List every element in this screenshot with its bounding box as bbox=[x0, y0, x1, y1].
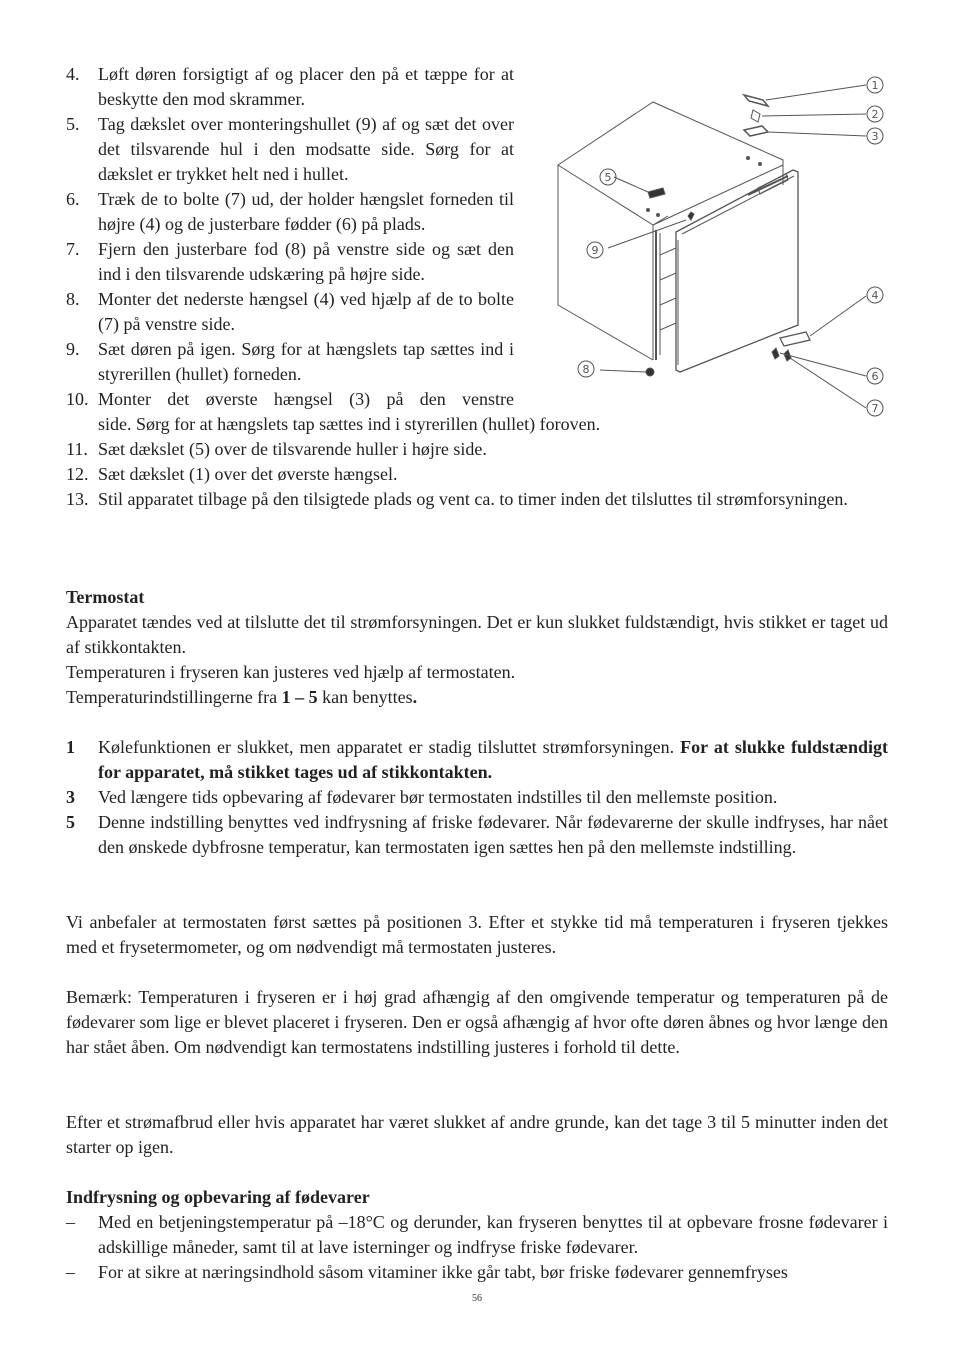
setting-text: Ved længere tids opbevaring af fødevarer bør termostaten indstilles til den mellemste position. bbox=[98, 787, 778, 807]
freezer-door-reversal-diagram bbox=[548, 70, 893, 425]
freezing-section bbox=[66, 1185, 888, 1285]
step-number: 8. bbox=[66, 289, 80, 309]
setting-number: 1 bbox=[66, 737, 75, 757]
step-number: 12. bbox=[66, 464, 89, 484]
setting-item bbox=[66, 785, 888, 810]
step-item bbox=[66, 437, 888, 462]
text-span: Temperaturindstillingerne fra bbox=[66, 687, 282, 707]
note-paragraph bbox=[66, 985, 888, 1060]
setting-bold-text: For at slukke fuldstændigt for apparatet, må stikket tages ud af stikkontakten. bbox=[98, 737, 888, 782]
callout-7: 7 bbox=[871, 402, 879, 415]
step-number: 9. bbox=[66, 339, 80, 359]
paragraph: Bemærk: Temperaturen i fryseren er i høj grad afhængig af den omgivende temperatur og temperaturen på de fødevarer som lige er blevet placeret i fryseren. Den er også afhængig af hvor ofte døren åbnes og hvor længe den har stået åben. Om nødvendigt kan termostatens indstilling justeres i forhold til dette. bbox=[66, 987, 888, 1057]
setting-text: Kølefunktionen er slukket, men apparatet er stadig tilsluttet strømforsyningen. bbox=[98, 737, 681, 757]
paragraph bbox=[66, 685, 888, 710]
list-item-text: Med en betjeningstemperatur på –18°C og derunder, kan fryseren benyttes til at opbevare frosne fødevarer i adskillige måneder, samt til at lave isterninger og indfryse friske fødevarer. bbox=[98, 1212, 888, 1257]
dash-marker: – bbox=[66, 1212, 75, 1232]
step-number: 11. bbox=[66, 439, 88, 459]
step-text: Fjern den justerbare fod (8) på venstre side og sæt den ind i den tilsvarende udskæring på højre side. bbox=[98, 239, 514, 284]
step-item bbox=[66, 337, 514, 387]
setting-item bbox=[66, 810, 888, 860]
step-number: 5. bbox=[66, 114, 80, 134]
setting-number: 5 bbox=[66, 812, 75, 832]
step-item bbox=[66, 112, 514, 187]
bold-span: . bbox=[412, 687, 418, 707]
list-item bbox=[66, 1210, 888, 1260]
paragraph: Vi anbefaler at termostaten først sættes på positionen 3. Efter et stykke tid må temperaturen i fryseren tjekkes med et frysetermometer, og om nødvendigt må termostaten justeres. bbox=[66, 912, 888, 957]
callout-4: 4 bbox=[871, 289, 879, 302]
setting-number: 3 bbox=[66, 787, 75, 807]
step-number: 13. bbox=[66, 489, 89, 509]
step-item bbox=[66, 62, 514, 112]
step-text: Sæt dækslet (5) over de tilsvarende huller i højre side. bbox=[98, 439, 487, 459]
step-text: Tag dækslet over monteringshullet (9) af og sæt det over det tilsvarende hul i den modsatte side. Sørg for at dækslet er trykket helt ned i hullet. bbox=[98, 114, 514, 184]
step-text-first-line: Monter det øverste hængsel (3) på den venstre bbox=[98, 389, 514, 409]
step-number: 7. bbox=[66, 239, 80, 259]
step-text: Sæt døren på igen. Sørg for at hængslets tap sættes ind i styrerillen (hullet) forneden. bbox=[98, 339, 514, 384]
step-item bbox=[66, 187, 514, 237]
termostat-section bbox=[66, 585, 888, 710]
callout-9: 9 bbox=[591, 244, 599, 257]
paragraph: Efter et strømafbrud eller hvis apparatet har været slukket af andre grunde, kan det tage 3 til 5 minutter inden det starter op igen. bbox=[66, 1112, 888, 1157]
callout-3: 3 bbox=[871, 130, 879, 143]
step-number: 6. bbox=[66, 189, 80, 209]
recommendation-paragraph bbox=[66, 910, 888, 960]
list-item-text: For at sikre at næringsindhold såsom vitaminer ikke går tabt, bør friske fødevarer gennemfryses bbox=[98, 1262, 788, 1282]
step-text: Stil apparatet tilbage på den tilsigtede plads og vent ca. to timer inden det tilsluttes til strømforsyningen. bbox=[98, 489, 848, 509]
step-text: Løft døren forsigtigt af og placer den på et tæppe for at beskytte den mod skrammer. bbox=[98, 64, 514, 109]
callout-2: 2 bbox=[871, 108, 879, 121]
step-text: Træk de to bolte (7) ud, der holder hængslet forneden til højre (4) og de justerbare fødder (6) på plads. bbox=[98, 189, 514, 234]
power-paragraph bbox=[66, 1110, 888, 1160]
text-span: kan benyttes bbox=[317, 687, 413, 707]
callout-5: 5 bbox=[604, 171, 612, 184]
dash-marker: – bbox=[66, 1262, 75, 1282]
step-item bbox=[66, 487, 888, 512]
bold-span: 1 – 5 bbox=[281, 687, 318, 707]
step-item bbox=[66, 287, 514, 337]
callout-1: 1 bbox=[871, 79, 879, 92]
setting-text: Denne indstilling benyttes ved indfrysning af friske fødevarer. Når fødevarerne der skulle indfryses, har nået den ønskede dybfrosne temperatur, kan termostaten igen sættes hen på den mellemste indstilling. bbox=[98, 812, 888, 857]
list-item bbox=[66, 1260, 888, 1285]
step-number: 4. bbox=[66, 64, 80, 84]
step-item bbox=[66, 237, 514, 287]
section-heading: Termostat bbox=[66, 587, 145, 607]
callout-8: 8 bbox=[582, 363, 590, 376]
paragraph: Temperaturen i fryseren kan justeres ved hjælp af termostaten. bbox=[66, 662, 516, 682]
callout-6: 6 bbox=[871, 370, 879, 383]
step-text-continued: side. Sørg for at hængslets tap sættes ind i styrerillen (hullet) foroven. bbox=[98, 414, 601, 434]
section-heading: Indfrysning og opbevaring af fødevarer bbox=[66, 1187, 370, 1207]
thermostat-settings-list bbox=[66, 735, 888, 860]
step-text: Sæt dækslet (1) over det øverste hængsel. bbox=[98, 464, 398, 484]
step-text: Monter det nederste hængsel (4) ved hjælp af de to bolte (7) på venstre side. bbox=[98, 289, 514, 334]
setting-item bbox=[66, 735, 888, 785]
step-item bbox=[66, 462, 888, 487]
step-number: 10. bbox=[66, 389, 89, 409]
page-number: 56 bbox=[472, 1293, 482, 1304]
paragraph: Apparatet tændes ved at tilslutte det til strømforsyningen. Det er kun slukket fuldstændigt, hvis stikket er taget ud af stikkontakten. bbox=[66, 612, 888, 657]
